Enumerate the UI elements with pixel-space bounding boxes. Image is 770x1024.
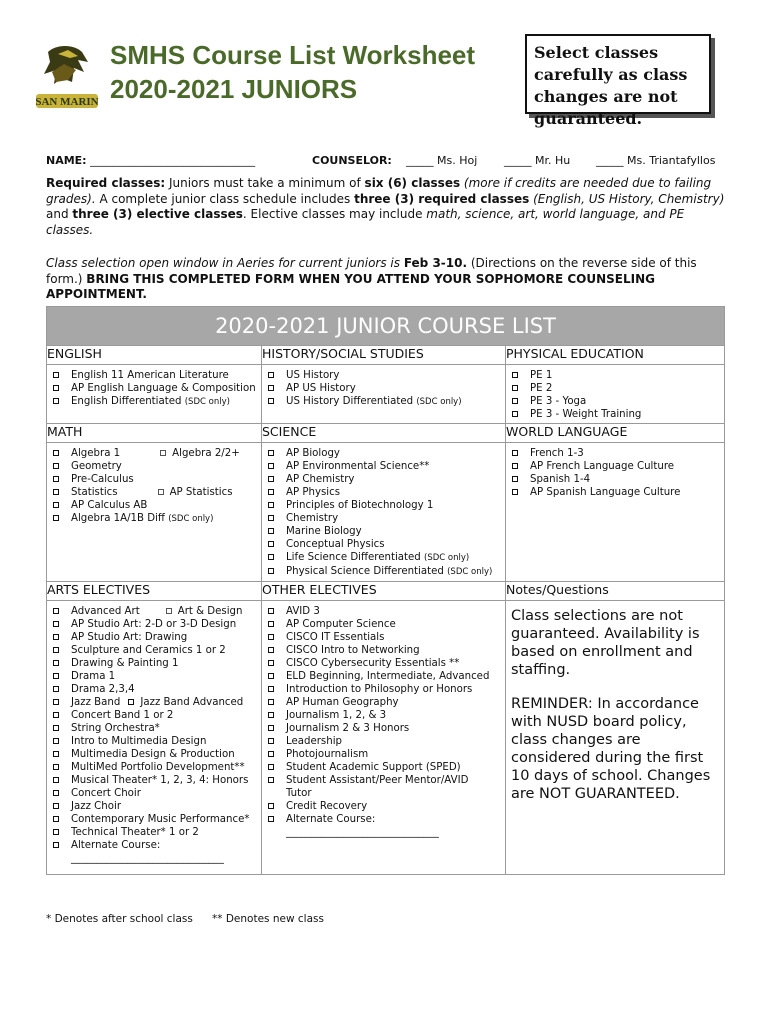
course-option[interactable]: English Differentiated (SDC only) (51, 395, 261, 409)
course-option[interactable]: AP English Language & Composition (51, 382, 261, 395)
course-option[interactable]: Student Academic Support (SPED) (266, 761, 505, 774)
notice-box: Select classes carefully as class changes are not guaranteed. (525, 34, 711, 114)
alternate-course-blank[interactable]: ______________________________ (71, 853, 224, 864)
math-heading: MATH (47, 424, 262, 443)
course-option[interactable]: Multimedia Design & Production (51, 748, 261, 761)
course-option-algebra-2[interactable]: Algebra 2/2+ (160, 447, 240, 460)
course-option[interactable]: Photojournalism (266, 748, 505, 761)
svg-text:SAN MARIN: SAN MARIN (35, 96, 99, 108)
course-option[interactable]: English 11 American Literature (51, 369, 261, 382)
availability-note: Class selections are not guaranteed. Availability is based on enrollment and staffing. (511, 608, 700, 678)
english-heading: ENGLISH (47, 346, 262, 365)
course-option[interactable]: AP US History (266, 382, 505, 395)
other-electives-cell (262, 601, 506, 875)
title-line-1: SMHS Course List Worksheet (110, 40, 476, 70)
course-option[interactable]: Life Science Differentiated (SDC only) (266, 551, 505, 565)
alternate-course-blank[interactable]: ______________________________ (286, 827, 439, 838)
counselor-option-hu[interactable]: _____ Mr. Hu (504, 154, 571, 167)
course-option-ap-statistics[interactable]: AP Statistics (158, 486, 233, 499)
course-option[interactable]: Advanced Art Art & Design (51, 605, 261, 618)
course-option[interactable]: US History (266, 369, 505, 382)
title-line-2: 2020-2021 JUNIORS (110, 74, 358, 104)
course-option[interactable]: Journalism 1, 2, & 3 (266, 709, 505, 722)
course-option[interactable]: Concert Choir (51, 787, 261, 800)
course-option[interactable]: US History Differentiated (SDC only) (266, 395, 505, 409)
course-option[interactable]: PE 1 (510, 369, 724, 382)
after-school-footnote: * Denotes after school class (46, 913, 193, 925)
course-option-continuation: Tutor (286, 788, 312, 799)
course-option[interactable]: PE 3 - Yoga (510, 395, 724, 408)
course-option[interactable]: Algebra 1 Algebra 2/2+ (51, 447, 261, 460)
notes-heading: Notes/Questions (506, 582, 725, 601)
name-blank: ______________________________ (90, 154, 256, 167)
course-option-jazz-band-advanced[interactable]: Jazz Band Advanced (128, 696, 243, 709)
course-option[interactable]: CISCO Cybersecurity Essentials ** (266, 657, 505, 670)
course-option[interactable]: MultiMed Portfolio Development** (51, 761, 261, 774)
course-option[interactable]: ELD Beginning, Intermediate, Advanced (266, 670, 505, 683)
counselor-option-triantafyllos[interactable]: _____ Ms. Triantafyllos (596, 154, 716, 167)
course-option[interactable]: Concert Band 1 or 2 (51, 709, 261, 722)
course-option[interactable]: Journalism 2 & 3 Honors (266, 722, 505, 735)
course-option[interactable]: AP Environmental Science** (266, 460, 505, 473)
history-cell (262, 365, 506, 424)
arts-electives-heading: ARTS ELECTIVES (47, 582, 262, 601)
counselor-option-hoj[interactable]: _____ Ms. Hoj (406, 154, 478, 167)
course-option[interactable]: AP Studio Art: Drawing (51, 631, 261, 644)
course-option[interactable]: Intro to Multimedia Design (51, 735, 261, 748)
counselor-label: COUNSELOR: (312, 154, 392, 167)
arts-electives-cell (47, 601, 262, 875)
course-option[interactable]: Pre-Calculus (51, 473, 261, 486)
course-list-banner: 2020-2021 JUNIOR COURSE LIST (47, 307, 725, 346)
course-list-table (46, 306, 725, 875)
required-classes-paragraph: Required classes: Juniors must take a minimum of six (6) classes (more if credits are needed due to failing grades). A complete junior class schedule includes three (3) required classes (English, US History, Chemistry) and three (3) elective classes. Elective classes may include math, science, art, world language, and PE classes. (46, 176, 725, 237)
course-option[interactable]: PE 2 (510, 382, 724, 395)
selection-window-paragraph: Class selection open window in Aeries for current juniors is Feb 3-10. (Directions on the reverse side of this form.) BRING THIS COMPLETED FORM WHEN YOU ATTEND YOUR SOPHOMORE COUNSELING APPOINTMENT. (46, 256, 697, 301)
history-heading: HISTORY/SOCIAL STUDIES (262, 346, 506, 365)
course-option[interactable]: Drawing & Painting 1 (51, 657, 261, 670)
course-option[interactable]: AP Human Geography (266, 696, 505, 709)
course-option[interactable]: AP Computer Science (266, 618, 505, 631)
course-option[interactable]: Spanish 1-4 (510, 473, 724, 486)
course-option-art-design[interactable]: Art & Design (166, 605, 243, 618)
course-option[interactable]: Sculpture and Ceramics 1 or 2 (51, 644, 261, 657)
new-class-footnote: ** Denotes new class (212, 913, 324, 925)
course-option[interactable]: CISCO IT Essentials (266, 631, 505, 644)
course-option[interactable]: String Orchestra* (51, 722, 261, 735)
science-heading: SCIENCE (262, 424, 506, 443)
course-option[interactable]: Technical Theater* 1 or 2 (51, 826, 261, 839)
course-option[interactable]: Statistics AP Statistics (51, 486, 261, 499)
course-option[interactable]: AP Biology (266, 447, 505, 460)
alternate-course-option[interactable]: Alternate Course: (266, 813, 505, 826)
math-cell (47, 443, 262, 582)
pe-heading: PHYSICAL EDUCATION (506, 346, 725, 365)
page-title (110, 38, 475, 106)
course-option[interactable]: AP Physics (266, 486, 505, 499)
course-option[interactable]: Jazz Choir (51, 800, 261, 813)
course-option[interactable]: AP Calculus AB (51, 499, 261, 512)
name-label: NAME: (46, 154, 87, 167)
course-option[interactable]: Drama 2,3,4 (51, 683, 261, 696)
course-option[interactable]: Chemistry (266, 512, 505, 525)
other-electives-heading: OTHER ELECTIVES (262, 582, 506, 601)
pe-cell (506, 365, 725, 424)
course-option[interactable]: Principles of Biotechnology 1 (266, 499, 505, 512)
course-option[interactable]: AP Spanish Language Culture (510, 486, 724, 499)
course-option[interactable]: AVID 3 (266, 605, 505, 618)
world-language-cell (506, 443, 725, 582)
course-option[interactable]: Algebra 1A/1B Diff (SDC only) (51, 512, 261, 526)
alternate-course-option[interactable]: Alternate Course: (51, 839, 261, 852)
notes-cell[interactable] (506, 601, 725, 875)
course-option[interactable]: Marine Biology (266, 525, 505, 538)
name-field[interactable] (46, 154, 255, 167)
course-option[interactable]: Jazz Band Jazz Band Advanced (51, 696, 261, 709)
course-option[interactable]: Student Assistant/Peer Mentor/AVID (266, 774, 505, 787)
course-option[interactable]: Introduction to Philosophy or Honors (266, 683, 505, 696)
course-option[interactable]: Musical Theater* 1, 2, 3, 4: Honors (51, 774, 261, 787)
course-option[interactable]: PE 3 - Weight Training (510, 408, 724, 421)
course-option[interactable]: AP Studio Art: 2-D or 3-D Design (51, 618, 261, 631)
english-cell (47, 365, 262, 424)
course-option[interactable]: French 1-3 (510, 447, 724, 460)
course-option[interactable]: CISCO Intro to Networking (266, 644, 505, 657)
world-language-heading: WORLD LANGUAGE (506, 424, 725, 443)
reminder-note: REMINDER: In accordance with NUSD board policy, class changes are considered during the first 10 days of school. Changes are NOT GUARANTEED. (511, 696, 711, 802)
course-option[interactable]: Physical Science Differentiated (SDC only) (266, 565, 505, 579)
course-option[interactable]: AP Chemistry (266, 473, 505, 486)
course-option[interactable]: Geometry (51, 460, 261, 473)
course-option[interactable]: Leadership (266, 735, 505, 748)
course-option[interactable]: Contemporary Music Performance* (51, 813, 261, 826)
school-logo (34, 44, 100, 116)
course-option[interactable]: Drama 1 (51, 670, 261, 683)
course-option[interactable]: AP French Language Culture (510, 460, 724, 473)
course-option[interactable]: Credit Recovery (266, 800, 505, 813)
science-cell (262, 443, 506, 582)
course-option[interactable]: Conceptual Physics (266, 538, 505, 551)
